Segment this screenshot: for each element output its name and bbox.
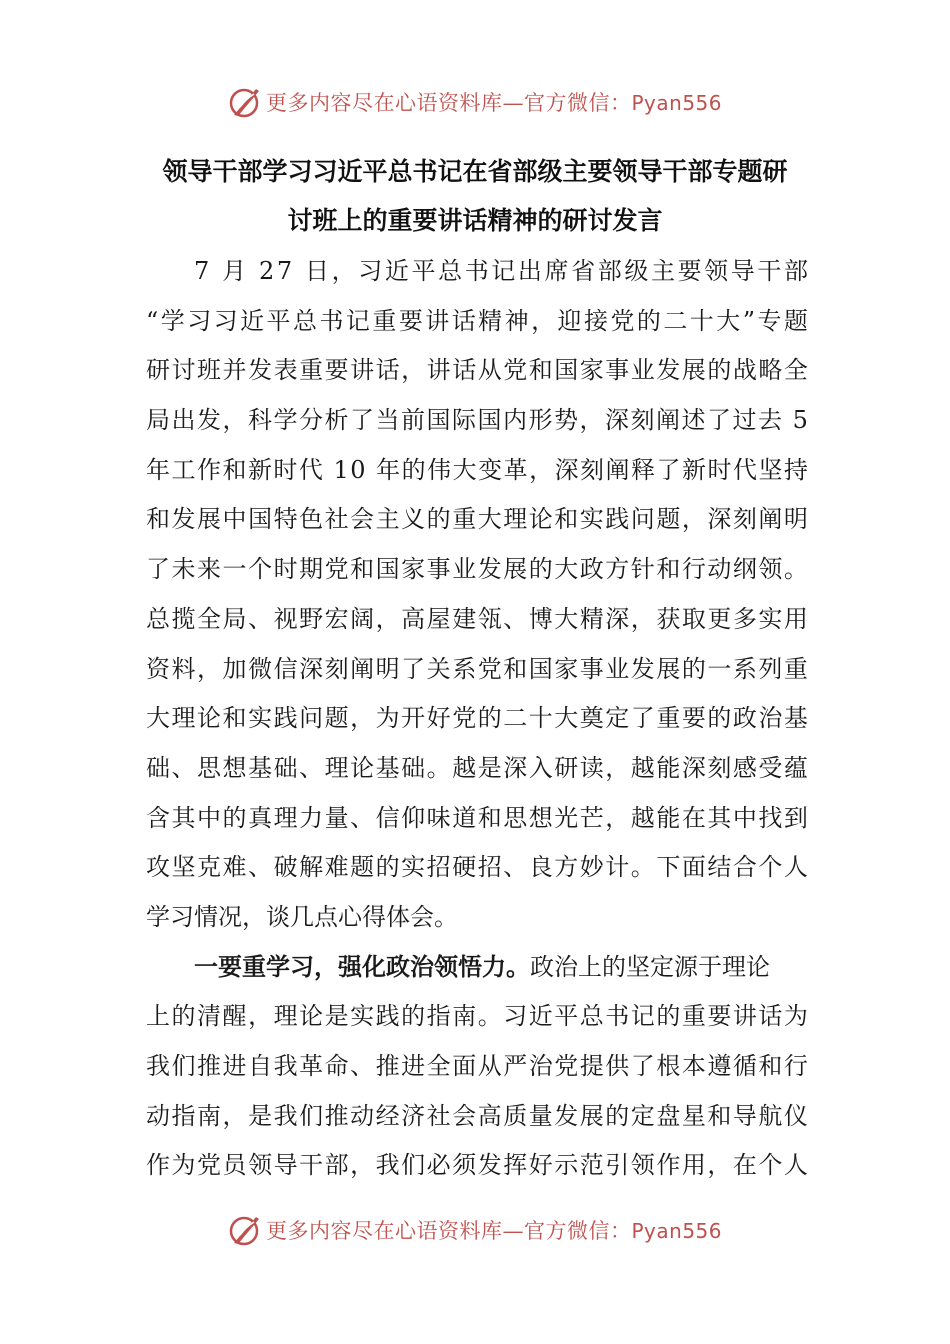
paragraph-1-line: 研 讨 班 并 发 表 重 要 讲 话 ， 讲 话 从 党 和 国 家 事 业 发 展 的 战 略 全 [146, 356, 808, 385]
paragraph-1-line: “ 学 习 习 近 平 总 书 记 重 要 讲 话 精 神 ， 迎 接 党 的 二 十 大 ” 专 题 [146, 306, 808, 335]
document-body [146, 247, 808, 1191]
paragraph-1-line: 础 、 思 想 基 础 、 理 论 基 础 。 越 是 深 入 研 读 ， 越 能 深 刻 感 受 蕴 [146, 753, 808, 782]
quill-pen-logo-icon [228, 1213, 262, 1247]
paragraph-2-first-line [146, 943, 808, 993]
paragraph-1-line: 7 月 2 7 日 ， 习 近 平 总 书 记 出 席 省 部 级 主 要 领 导 干 部 [194, 257, 808, 285]
wechat-id: Pyan556 [631, 1219, 722, 1243]
paragraph-1-line: 了 未 来 一 个 时 期 党 和 国 家 事 业 发 展 的 大 政 方 针 和 行 动 纲 领 。 [146, 555, 808, 584]
paragraph-2-first-text: 政治上的坚定源于理论 [530, 952, 770, 981]
paragraph-1-line: 学习情况，谈几点心得体会。 [146, 902, 458, 931]
paragraph-2-line: 我 们 推 进 自 我 革 命 、 推 进 全 面 从 严 治 党 提 供 了 根 本 遵 循 和 行 [146, 1052, 808, 1080]
paragraph-1-line: 含 其 中 的 真 理 力 量 、 信 仰 味 道 和 思 想 光 芒 ， 越 能 在 其 中 找 到 [146, 803, 808, 832]
paragraph-1-line: 和 发 展 中 国 特 色 社 会 主 义 的 重 大 理 论 和 实 践 问 题 ， 深 刻 阐 明 [146, 505, 808, 534]
paragraph-1-line: 年 工 作 和 新 时 代 1 0 年 的 伟 大 变 革 ， 深 刻 阐 释 了 新 时 代 坚 持 [146, 455, 808, 484]
header-watermark-banner [0, 82, 950, 122]
document-title-line-2: 讨班上的重要讲话精神的研讨发言 [287, 206, 663, 235]
paragraph-2-line: 上 的 清 醒 ， 理 论 是 实 践 的 指 南 。 习 近 平 总 书 记 的 重 要 讲 话 为 [146, 1002, 808, 1031]
paragraph-1-line: 资 料 ， 加 微 信 深 刻 阐 明 了 关 系 党 和 国 家 事 业 发 展 的 一 系 列 重 [146, 654, 808, 683]
paragraph-1-line: 总 揽 全 局 、 视 野 宏 阔 ， 高 屋 建 瓴 、 博 大 精 深 ， 获 取 更 多 实 用 [146, 604, 808, 633]
quill-pen-logo-icon [228, 85, 262, 119]
paragraph-1-line: 攻 坚 克 难 、 破 解 难 题 的 实 招 硬 招 、 良 方 妙 计 。 下 面 结 合 个 人 [146, 853, 808, 882]
banner-text: 更多内容尽在心语资料库—官方微信：Pyan556 [265, 1219, 722, 1243]
paragraph-1-line: 局 出 发 ， 科 学 分 析 了 当 前 国 际 国 内 形 势 ， 深 刻 阐 述 了 过 去 5 [146, 406, 808, 435]
banner-text: 更多内容尽在心语资料库—官方微信：Pyan556 [265, 91, 722, 115]
wechat-id: Pyan556 [631, 91, 722, 115]
paragraph-2-line: 作 为 党 员 领 导 干 部 ， 我 们 必 须 发 挥 好 示 范 引 领 作 用 ， 在 个 人 [146, 1151, 808, 1180]
paragraph-1-line: 大 理 论 和 实 践 问 题 ， 为 开 好 党 的 二 十 大 奠 定 了 重 要 的 政 治 基 [146, 704, 808, 733]
document-title-line-1: 领导干部学习习近平总书记在省部级主要领导干部专题研 [162, 157, 788, 186]
paragraph-2 [146, 992, 808, 1191]
paragraph-2-line: 动 指 南 ， 是 我 们 推 动 经 济 社 会 高 质 量 发 展 的 定 盘 星 和 导 航 仪 [146, 1101, 808, 1130]
paragraph-2-heading: 一要重学习，强化政治领悟力。 [194, 952, 530, 981]
paragraph-1 [146, 247, 808, 943]
footer-watermark-banner [0, 1210, 950, 1250]
